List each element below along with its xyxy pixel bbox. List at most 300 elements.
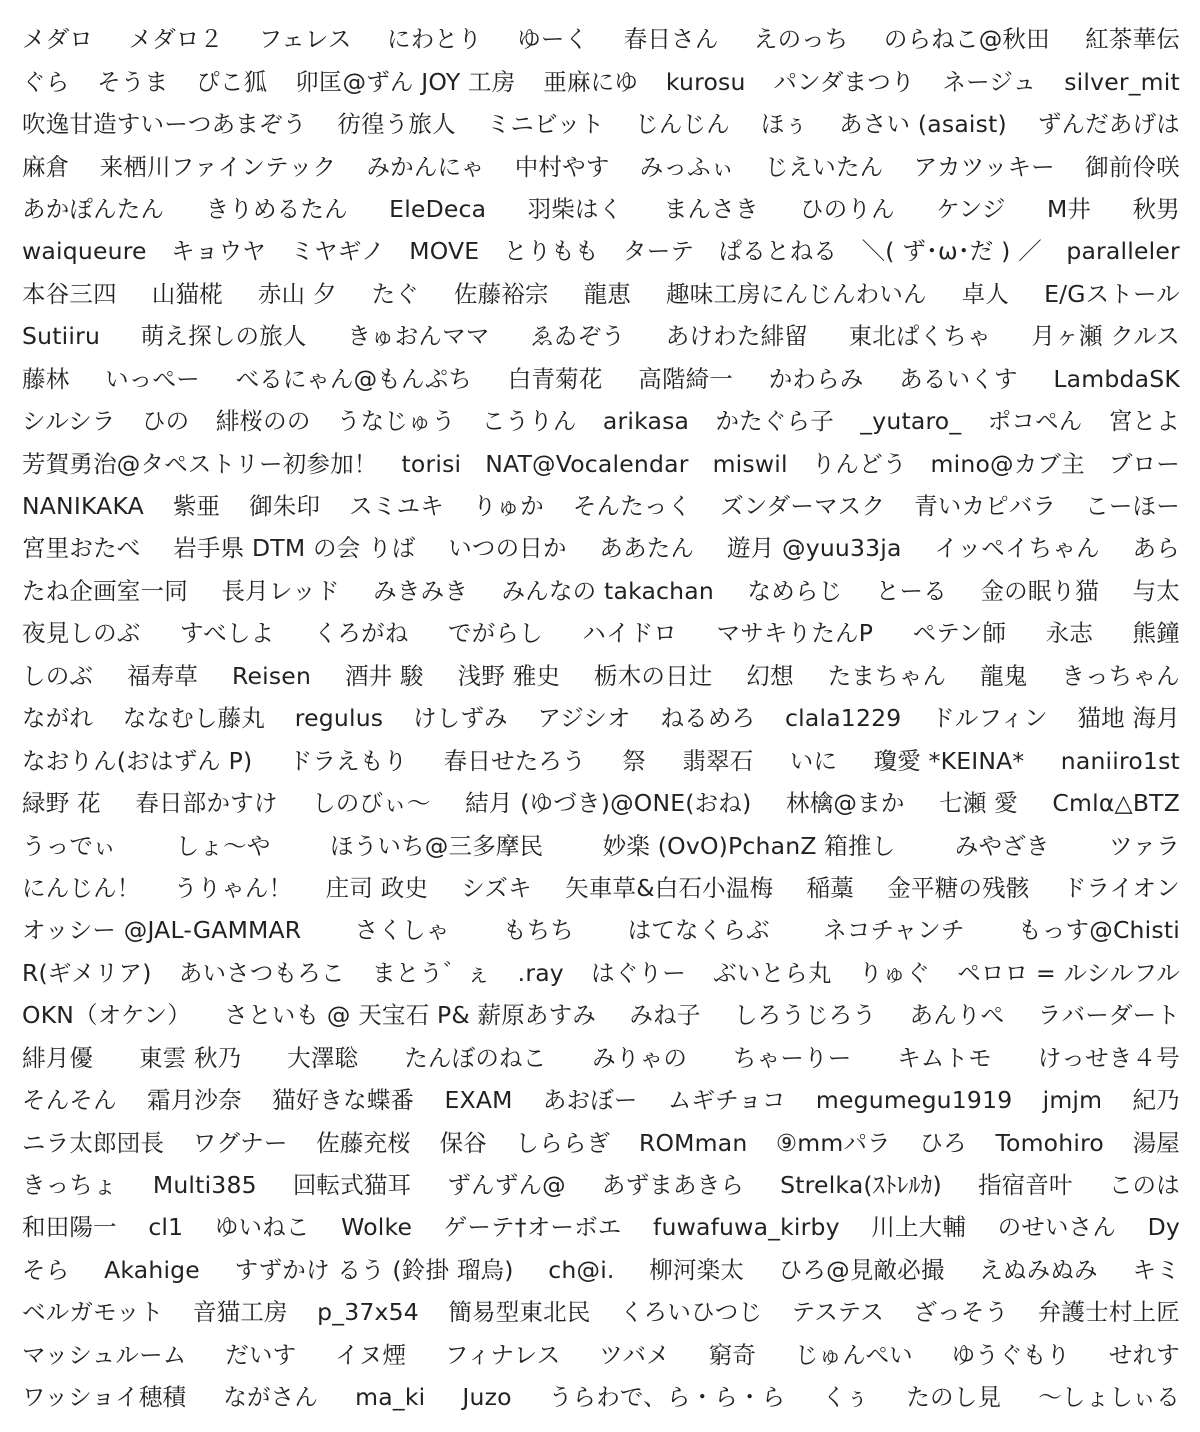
contributor-name: べるにゃん@もんぷち <box>235 364 473 393</box>
contributor-name: キムトモ <box>897 1043 992 1072</box>
contributor-name: ⑨mmパラ <box>776 1128 891 1157</box>
contributor-name: 窮奇 <box>708 1340 757 1369</box>
contributor-name: うっでぃ <box>22 831 117 860</box>
contributor-name: 浅野 雅史 <box>457 661 561 690</box>
contributor-name: 青いカピバラ <box>914 492 1057 521</box>
contributor-name: いつの日か <box>448 534 567 563</box>
contributor-name: ながれ <box>22 704 94 733</box>
contributor-name: ケンジ <box>936 194 1006 223</box>
contributor-name: 和田陽一 <box>22 1213 117 1242</box>
contributor-name: 熊鐘 <box>1132 619 1180 648</box>
name-row <box>22 1164 1180 1206</box>
name-row <box>22 400 1180 442</box>
contributor-name: 芳賀勇治@タペストリー初参加！ <box>22 449 378 478</box>
contributor-name: 赤山 夕 <box>257 279 337 308</box>
contributor-name: もっす@Chisti <box>1018 916 1180 945</box>
contributor-name: 矢車草&白石小温梅 <box>565 873 774 902</box>
contributor-name: 妙楽 (OvO)PchanZ 箱推し <box>602 831 896 860</box>
contributor-name: 回転式猫耳 <box>292 1171 412 1200</box>
contributor-name: 福寿草 <box>127 661 199 690</box>
contributor-name: でがらし <box>448 619 543 648</box>
name-row <box>22 230 1180 272</box>
contributor-name: NAT@Vocalendar <box>485 449 689 478</box>
contributor-name: 弁護士村上匠 <box>1037 1298 1180 1327</box>
contributor-name: Sutiiru <box>22 322 101 351</box>
contributor-name: ざっそう <box>913 1298 1009 1327</box>
contributor-name: さくしゃ <box>354 916 450 945</box>
contributor-name: 栃木の日辻 <box>594 661 713 690</box>
contributor-name: Dy <box>1147 1213 1180 1242</box>
contributor-name: ムギチョコ <box>667 1086 786 1115</box>
contributor-name: もちち <box>503 916 575 945</box>
contributor-name: しのぶ <box>22 661 94 690</box>
contributor-name: いに <box>789 746 838 775</box>
name-row <box>22 145 1180 187</box>
contributor-name: 東雲 秋乃 <box>138 1043 242 1072</box>
contributor-name: はてなくらぶ <box>627 916 770 945</box>
contributor-name: 庄司 政史 <box>325 873 429 902</box>
contributor-name: かわらみ <box>768 364 864 393</box>
contributor-name: きっちょ <box>22 1171 117 1200</box>
name-row <box>22 1121 1180 1163</box>
contributor-name: けしずみ <box>412 704 508 733</box>
contributor-name: 音猫工房 <box>192 1298 288 1327</box>
contributor-name: ドラえもり <box>288 746 408 775</box>
contributor-name: OKN（オケン） <box>22 1001 191 1030</box>
contributor-name: 萌え探しの旅人 <box>140 322 307 351</box>
contributor-name: jmjm <box>1042 1086 1103 1115</box>
contributor-name: 金平糖の残骸 <box>887 873 1030 902</box>
contributor-name: Wolke <box>341 1213 413 1242</box>
contributor-name: 夜見しのぶ <box>22 619 141 648</box>
contributor-name: そうま <box>97 67 169 96</box>
contributor-name: 保谷 <box>439 1128 487 1157</box>
contributor-name: 幻想 <box>746 661 794 690</box>
contributor-name: テステス <box>791 1298 885 1327</box>
contributor-name: ネコチャンチ <box>823 916 965 945</box>
contributor-name: 緋桜のの <box>215 407 311 436</box>
contributor-name: 本谷三四 <box>22 279 117 308</box>
contributor-name: ほういち@三多摩民 <box>330 831 544 860</box>
contributor-name: LambdaSK <box>1053 364 1180 393</box>
contributor-name: torisi <box>401 449 462 478</box>
contributor-name: _yutaro_ <box>860 407 962 436</box>
contributor-name: 御前伶咲 <box>1085 152 1180 181</box>
contributor-name: 高階綺一 <box>638 364 734 393</box>
contributor-name: オッシー @JAL-GAMMAR <box>22 916 302 945</box>
contributor-name: たね企画室一同 <box>22 576 188 605</box>
name-row <box>22 273 1180 315</box>
contributor-name: みりゃの <box>592 1043 688 1072</box>
contributor-name: ひろ <box>919 1128 967 1157</box>
contributor-name: 翡翠石 <box>682 746 754 775</box>
name-row <box>22 655 1180 697</box>
contributor-name: ワグナー <box>192 1128 288 1157</box>
contributor-name: 彷徨う旅人 <box>337 110 456 139</box>
contributor-name: のせいさん <box>997 1213 1117 1242</box>
contributor-name: megumegu1919 <box>815 1086 1013 1115</box>
contributor-name: ハイドロ <box>582 619 678 648</box>
contributor-name: ch@i. <box>548 1255 615 1284</box>
contributor-name: 卓人 <box>961 279 1010 308</box>
contributor-name: ゆいねこ <box>214 1213 310 1242</box>
contributor-name: さといも @ 天宝石 P& 薪原あすみ <box>224 1001 597 1030</box>
contributor-name: ミニビット <box>486 110 605 139</box>
contributor-name: くろいひつじ <box>619 1298 763 1327</box>
contributor-name: ～しょしぃる <box>1038 1383 1180 1412</box>
name-row <box>22 358 1180 400</box>
contributor-name: イヌ煙 <box>335 1340 407 1369</box>
contributor-name: しのびぃ～ <box>312 789 431 818</box>
contributor-name: とーる <box>875 576 947 605</box>
contributor-name: Tomohiro <box>995 1128 1104 1157</box>
contributor-name: みやざき <box>954 831 1050 860</box>
name-row <box>22 739 1180 781</box>
contributor-name: ゆうぐもり <box>951 1340 1071 1369</box>
contributor-name: うりゃん！ <box>173 873 293 902</box>
contributor-name: みっふぃ <box>639 152 735 181</box>
contributor-name: みね子 <box>629 1001 701 1030</box>
contributor-name: あんりぺ <box>909 1001 1005 1030</box>
contributor-name: 祭 <box>622 746 646 775</box>
contributor-name: Multi385 <box>152 1171 257 1200</box>
contributor-name: しろうじろう <box>733 1001 877 1030</box>
contributor-name: じんじん <box>635 110 730 139</box>
contributor-name: regulus <box>294 704 384 733</box>
contributor-name: 中村やす <box>514 152 610 181</box>
name-row <box>22 315 1180 357</box>
contributor-name: 羽柴はく <box>527 194 623 223</box>
contributor-name: ズンダーマスク <box>720 492 886 521</box>
contributor-name: ながさん <box>223 1383 319 1412</box>
name-row <box>22 952 1180 994</box>
contributor-name: くぅ <box>822 1383 870 1412</box>
contributor-name: こーほー <box>1085 492 1180 521</box>
contributor-name: .ray <box>517 958 564 987</box>
contributor-name: 山猫椛 <box>151 279 223 308</box>
contributor-name: M井 <box>1046 194 1092 223</box>
contributor-name: たのし見 <box>906 1383 1002 1412</box>
contributor-name: naniiro1st <box>1060 746 1180 775</box>
contributor-name: スミユキ <box>349 492 444 521</box>
contributor-name: ペロロ = ルシルフル <box>957 958 1180 987</box>
contributor-name: Reisen <box>232 661 312 690</box>
contributor-name: みきみき <box>373 576 469 605</box>
contributor-name: あおぼー <box>542 1086 638 1115</box>
contributor-name: うらわで、ら・ら・ら <box>548 1383 786 1412</box>
contributor-name: みかんにゃ <box>366 152 485 181</box>
contributor-name: このは <box>1108 1171 1180 1200</box>
contributor-name: 岩手県 DTM の会 りば <box>173 534 416 563</box>
contributor-name: アカツッキー <box>913 152 1055 181</box>
contributor-name: MOVE <box>409 237 480 266</box>
name-row <box>22 1206 1180 1248</box>
contributor-name: 亜麻にゆ <box>543 67 639 96</box>
contributor-name: ツァラ <box>1109 831 1180 860</box>
contributor-name: ぴこ狐 <box>196 67 268 96</box>
contributor-name: 佐藤裕宗 <box>453 279 549 308</box>
name-row <box>22 60 1180 102</box>
contributor-name: ＼( ず･ω･だ ) ／ <box>861 237 1042 266</box>
contributor-name: きりめるたん <box>205 194 348 223</box>
contributor-name: りゅぐ <box>858 958 930 987</box>
contributor-name: 林檎@まか <box>786 789 905 818</box>
name-row <box>22 994 1180 1036</box>
contributor-name: 猫地 海月 <box>1077 704 1180 733</box>
contributor-name: Akahige <box>104 1255 200 1284</box>
contributor-name: 酒井 駿 <box>344 661 424 690</box>
contributor-name: じゅんぺい <box>794 1340 913 1369</box>
contributor-name: ゆーく <box>517 25 589 54</box>
contributor-name: きゅおんママ <box>347 322 490 351</box>
contributor-name: シルシラ <box>22 407 116 436</box>
contributor-name: 春日さん <box>623 25 719 54</box>
credits-name-list <box>22 18 1182 1426</box>
contributor-name: ああたん <box>599 534 695 563</box>
name-row <box>22 570 1180 612</box>
contributor-name: 大澤聡 <box>287 1043 359 1072</box>
contributor-name: ツバメ <box>599 1340 670 1369</box>
name-row <box>22 612 1180 654</box>
contributor-name: ねるめろ <box>660 704 756 733</box>
contributor-name: ちゃーりー <box>732 1043 852 1072</box>
name-row <box>22 1079 1180 1121</box>
contributor-name: えぬみぬみ <box>979 1255 1098 1284</box>
contributor-name: 龍恵 <box>583 279 632 308</box>
contributor-name: にんじん！ <box>22 873 141 902</box>
name-row <box>22 1334 1180 1376</box>
contributor-name: 吹逸甘造すいーつあまぞう <box>22 110 307 139</box>
contributor-name: アジシオ <box>537 704 631 733</box>
contributor-name: あかぽんたん <box>22 194 165 223</box>
contributor-name: R(ギメリア) <box>22 958 152 987</box>
contributor-name: ROMman <box>638 1128 748 1157</box>
name-row <box>22 527 1180 569</box>
contributor-name: たんぼのねこ <box>404 1043 547 1072</box>
contributor-name: 瓊愛 *KEINA* <box>873 746 1025 775</box>
contributor-name: いっぺー <box>105 364 200 393</box>
contributor-name: waiqueure <box>22 237 147 266</box>
contributor-name: ベルガモット <box>22 1298 164 1327</box>
contributor-name: ゲーテ†オーボエ <box>443 1213 622 1242</box>
contributor-name: Strelka(ｽﾄﾚﾙｶ) <box>780 1171 942 1200</box>
contributor-name: 宮里おたべ <box>22 534 141 563</box>
contributor-name: りんどう <box>811 449 907 478</box>
contributor-name: きっちゃん <box>1061 661 1180 690</box>
contributor-name: fuwafuwa_kirby <box>653 1213 840 1242</box>
contributor-name: 月ヶ瀬 クルス <box>1031 322 1180 351</box>
contributor-name: フィナレス <box>445 1340 561 1369</box>
contributor-name: イッペイちゃん <box>934 534 1100 563</box>
contributor-name: えのっち <box>753 25 849 54</box>
contributor-name: 東北ぱくちゃ <box>848 322 991 351</box>
name-row <box>22 1249 1180 1291</box>
contributor-name: 白青菊花 <box>507 364 603 393</box>
name-row <box>22 188 1180 230</box>
contributor-name: まとう゛ぇ <box>371 958 491 987</box>
contributor-name: 秋男 <box>1132 194 1180 223</box>
contributor-name: まんさき <box>663 194 759 223</box>
contributor-name: 春日せたろう <box>443 746 586 775</box>
name-row <box>22 697 1180 739</box>
contributor-name: マサキりたんP <box>716 619 874 648</box>
contributor-name: 与太 <box>1132 576 1180 605</box>
contributor-name: 猫好きな蝶番 <box>272 1086 415 1115</box>
name-row <box>22 442 1180 484</box>
contributor-name: ドルフィン <box>931 704 1048 733</box>
contributor-name: 簡易型東北民 <box>448 1298 591 1327</box>
contributor-name: マッシュルーム <box>22 1340 187 1369</box>
contributor-name: ひのりん <box>800 194 895 223</box>
contributor-name: 結月 (ゆづき)@ONE(おね) <box>465 789 752 818</box>
contributor-name: silver_mit <box>1064 67 1180 96</box>
contributor-name: 龍鬼 <box>980 661 1028 690</box>
contributor-name: メダロ <box>22 25 94 54</box>
contributor-name: 柳河楽太 <box>649 1255 745 1284</box>
contributor-name: ターテ <box>623 237 695 266</box>
contributor-name: 七瀬 愛 <box>939 789 1018 818</box>
contributor-name: Juzo <box>462 1383 512 1412</box>
contributor-name: 麻倉 <box>22 152 70 181</box>
contributor-name: だいす <box>225 1340 297 1369</box>
contributor-name: ひの <box>141 407 190 436</box>
contributor-name: せれす <box>1108 1340 1180 1369</box>
contributor-name: ペテン師 <box>912 619 1007 648</box>
contributor-name: ぶいとら丸 <box>713 958 832 987</box>
contributor-name: けっせき４号 <box>1037 1043 1180 1072</box>
contributor-name: ずんだあげは <box>1037 110 1180 139</box>
contributor-name: みんなの takachan <box>501 576 714 605</box>
contributor-name: 趣味工房にんじんわいん <box>666 279 927 308</box>
contributor-name: clala1229 <box>785 704 902 733</box>
contributor-name: すべしよ <box>179 619 275 648</box>
contributor-name: 宮とよ <box>1108 407 1180 436</box>
name-row <box>22 782 1180 824</box>
contributor-name: 緋月優 <box>22 1043 94 1072</box>
contributor-name: あるいくす <box>899 364 1018 393</box>
contributor-name: すずかけ るう (鈴掛 瑠烏) <box>234 1255 514 1284</box>
contributor-name: ずんずん@ <box>447 1171 566 1200</box>
contributor-name: りゅか <box>472 492 544 521</box>
name-row <box>22 18 1180 60</box>
contributor-name: ぐら <box>22 67 70 96</box>
contributor-name: なめらじ <box>747 576 843 605</box>
contributor-name: フェレス <box>258 25 352 54</box>
name-row <box>22 485 1180 527</box>
contributor-name: 金の眠り猫 <box>980 576 1099 605</box>
name-row <box>22 103 1180 145</box>
contributor-name: 春日部かすけ <box>135 789 278 818</box>
contributor-name: 緑野 花 <box>22 789 101 818</box>
name-row <box>22 867 1180 909</box>
contributor-name: あいさつもろこ <box>178 958 345 987</box>
contributor-name: 川上大輔 <box>871 1213 967 1242</box>
contributor-name: 佐藤充桜 <box>316 1128 411 1157</box>
contributor-name: キミ <box>1132 1255 1180 1284</box>
contributor-name: あずまあきら <box>601 1171 745 1200</box>
contributor-name: かたぐら子 <box>715 407 834 436</box>
contributor-name: ななむし藤丸 <box>122 704 266 733</box>
contributor-name: 紅茶華伝 <box>1085 25 1180 54</box>
contributor-name: そら <box>22 1255 70 1284</box>
contributor-name: こうりん <box>481 407 577 436</box>
contributor-name: メダロ２ <box>128 25 224 54</box>
contributor-name: シズキ <box>461 873 532 902</box>
contributor-name: 紀乃 <box>1132 1086 1180 1115</box>
contributor-name: NANIKAKA <box>22 492 144 521</box>
contributor-name: 湯屋 <box>1132 1128 1180 1157</box>
contributor-name: ネージュ <box>942 67 1037 96</box>
contributor-name: 霜月沙奈 <box>147 1086 242 1115</box>
contributor-name: たぐ <box>371 279 419 308</box>
contributor-name: arikasa <box>602 407 690 436</box>
contributor-name: そんそん <box>22 1086 117 1115</box>
contributor-name: 卯匡@ずん JOY 工房 <box>295 67 516 96</box>
contributor-name: EXAM <box>444 1086 513 1115</box>
contributor-name: ひろ@見敵必撮 <box>778 1255 945 1284</box>
contributor-name: ほぅ <box>760 110 809 139</box>
contributor-name: とりもも <box>503 237 599 266</box>
contributor-name: じえいたん <box>764 152 884 181</box>
contributor-name: ブロー <box>1108 449 1180 478</box>
contributor-name: mino@カブ主 <box>930 449 1085 478</box>
contributor-name: 遊月 @yuu33ja <box>726 534 902 563</box>
contributor-name: なおりん(おはずん P) <box>22 746 253 775</box>
contributor-name: EleDeca <box>389 194 487 223</box>
name-row <box>22 1376 1180 1418</box>
contributor-name: パンダまつり <box>773 67 915 96</box>
contributor-name: 藤林 <box>22 364 70 393</box>
contributor-name: あけわた緋留 <box>665 322 808 351</box>
contributor-name: ニラ太郎団長 <box>22 1128 165 1157</box>
contributor-name: miswil <box>712 449 788 478</box>
contributor-name: E/Gストール <box>1044 279 1180 308</box>
contributor-name: たまちゃん <box>827 661 947 690</box>
contributor-name: kurosu <box>665 67 746 96</box>
contributor-name: ドライオン <box>1062 873 1180 902</box>
contributor-name: paralleler <box>1066 237 1180 266</box>
contributor-name: 稲藁 <box>806 873 854 902</box>
name-row <box>22 909 1180 951</box>
contributor-name: p_37x54 <box>317 1298 419 1327</box>
contributor-name: ポコペん <box>987 407 1083 436</box>
contributor-name: 来栖川ファインテック <box>99 152 337 181</box>
contributor-name: Cmlα△BTZ <box>1052 789 1180 818</box>
contributor-name: そんたっく <box>572 492 692 521</box>
contributor-name: 指宿音叶 <box>977 1171 1073 1200</box>
contributor-name: ma_ki <box>355 1383 426 1412</box>
name-row <box>22 1037 1180 1079</box>
contributor-name: キョウヤ <box>171 237 266 266</box>
contributor-name: ぱるとねる <box>718 237 838 266</box>
contributor-name: しららぎ <box>515 1128 611 1157</box>
contributor-name: にわとり <box>387 25 482 54</box>
contributor-name: しょ～や <box>175 831 271 860</box>
contributor-name: 永志 <box>1045 619 1094 648</box>
contributor-name: はぐりー <box>591 958 686 987</box>
name-row <box>22 1291 1180 1333</box>
contributor-name: ミヤギノ <box>290 237 385 266</box>
contributor-name: あさい (asaist) <box>839 110 1007 139</box>
contributor-name: 長月レッド <box>221 576 340 605</box>
contributor-name: ラバーダート <box>1037 1001 1180 1030</box>
contributor-name: 御朱印 <box>249 492 321 521</box>
contributor-name: あら <box>1132 534 1180 563</box>
name-row <box>22 824 1180 866</box>
contributor-name: ゑゐぞう <box>530 322 626 351</box>
contributor-name: くろがね <box>313 619 409 648</box>
contributor-name: cl1 <box>148 1213 184 1242</box>
